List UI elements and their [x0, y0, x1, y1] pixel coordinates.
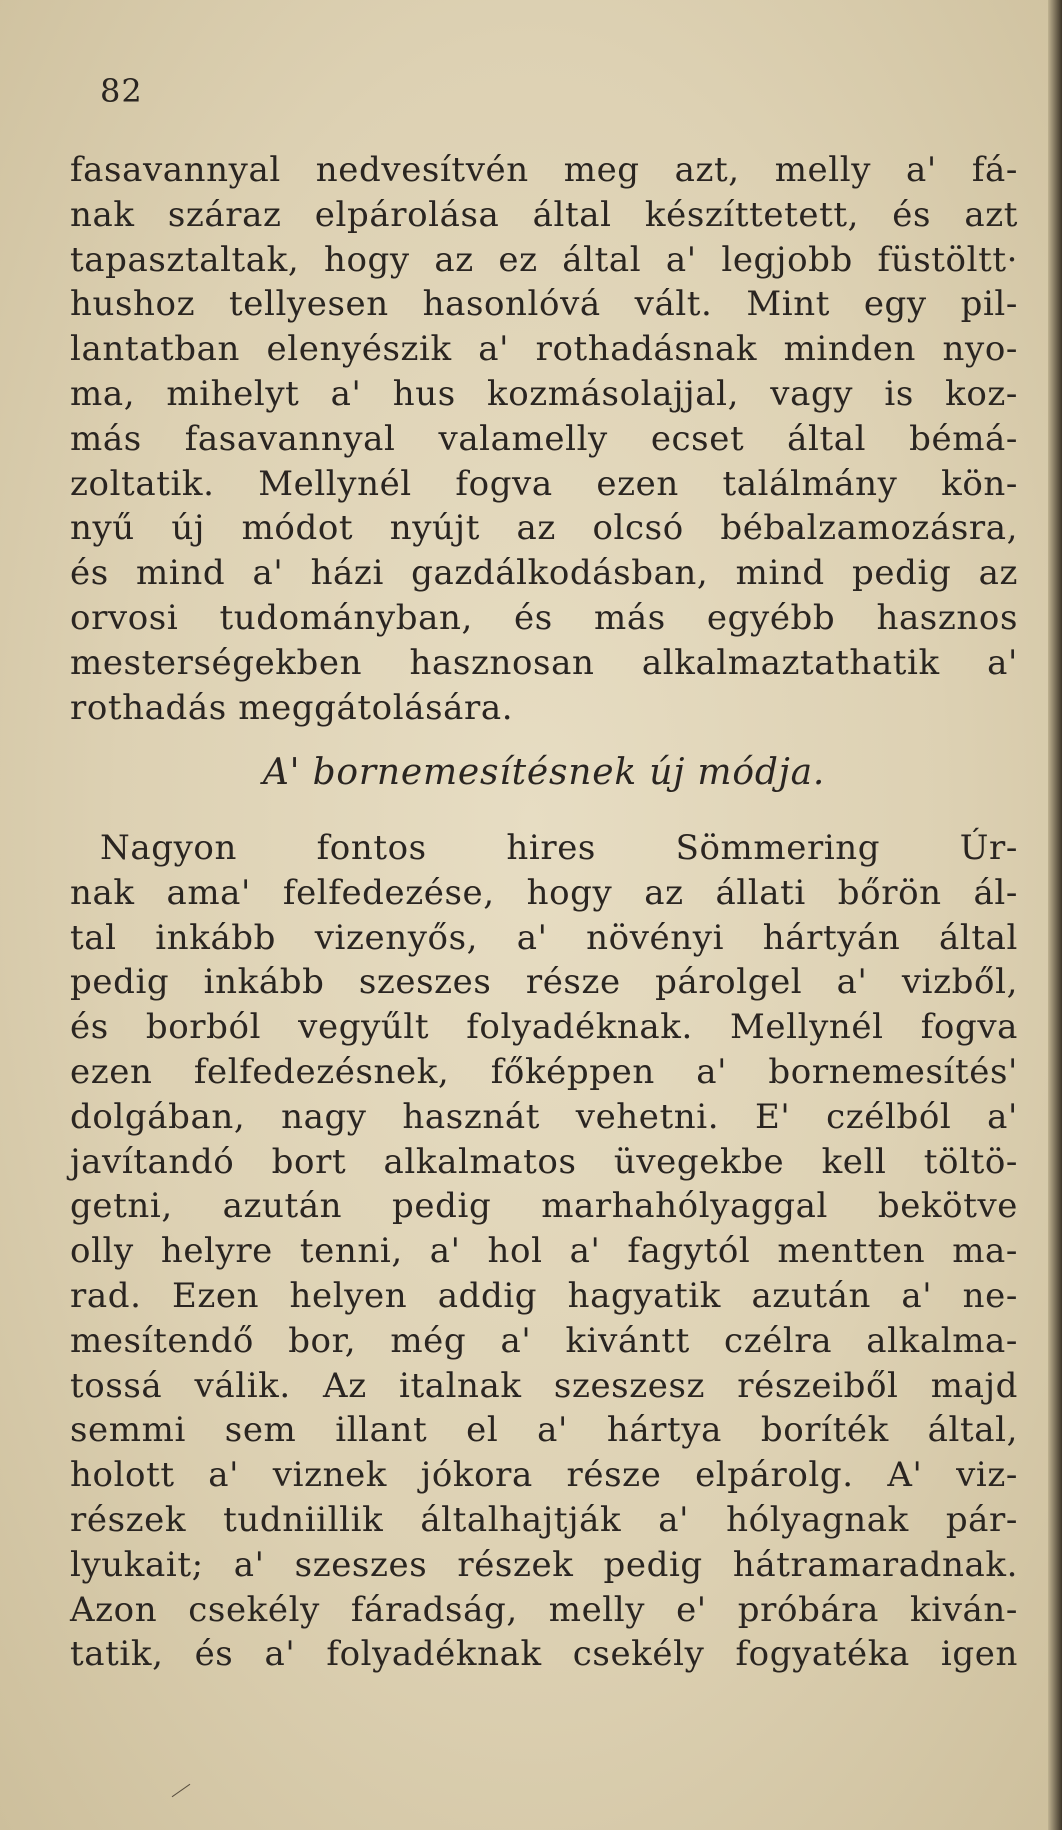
section-heading: A' bornemesítésnek új módja.: [262, 752, 826, 793]
text-line: javítandó bort alkalmatos üvegekbe kell töltö-: [70, 1141, 1018, 1182]
text-line: dolgában, nagy hasznát vehetni. E' czélból a': [70, 1096, 1018, 1137]
text-line: pedig inkább szeszes része párolgel a' vizből,: [70, 962, 1018, 1003]
text-line: orvosi tudományban, és más egyébb hasznos: [70, 597, 1018, 638]
text-line: tapasztaltak, hogy az ez által a' legjobb füstöltt·: [70, 239, 1018, 280]
text-line: getni, azután pedig marhahólyaggal bekötve: [70, 1186, 1018, 1227]
text-line: tossá válik. Az italnak szeszesz részeiből majd: [70, 1365, 1018, 1406]
text-line: mesterségekben hasznosan alkalmaztathatik a': [70, 642, 1018, 683]
stray-ink-mark: [172, 1784, 191, 1797]
page-edge-shadow: [1048, 0, 1062, 1830]
text-line: rothadás meggátolására.: [70, 687, 514, 728]
text-line: nak ama' felfedezése, hogy az állati bőrön ál-: [70, 872, 1018, 913]
text-line: Azon csekély fáradság, melly e' próbára kiván-: [70, 1589, 1018, 1630]
text-line: zoltatik. Mellynél fogva ezen találmány kön-: [70, 463, 1018, 504]
text-line: tatik, és a' folyadéknak csekély fogyatéka igen: [70, 1634, 1018, 1675]
text-line: lyukait; a' szeszes részek pedig hátramaradnak.: [70, 1544, 1018, 1585]
text-line: ma, mihelyt a' hus kozmásolajjal, vagy is koz-: [70, 373, 1018, 414]
text-line: részek tudniillik általhajtják a' hólyagnak pár-: [70, 1499, 1018, 1540]
page-number: 82: [100, 72, 143, 110]
text-line: lantatban elenyészik a' rothadásnak minden nyo-: [70, 329, 1018, 370]
text-line: nak száraz elpárolása által készíttetett, és azt: [70, 194, 1018, 235]
text-line: ezen felfedezésnek, főképpen a' bornemesítés': [70, 1051, 1018, 1092]
text-line: Nagyon fontos hires Sömmering Úr-: [100, 828, 1018, 868]
text-line: holott a' viznek jókora része elpárolg. A' viz-: [70, 1455, 1018, 1496]
text-line: más fasavannyal valamelly ecset által bémá-: [70, 418, 1018, 459]
text-line: hushoz tellyesen hasonlóvá vált. Mint egy pil-: [70, 284, 1018, 325]
text-line: fasavannyal nedvesítvén meg azt, melly a' fá-: [70, 150, 1018, 190]
text-line: és borból vegyűlt folyadéknak. Mellynél fogva: [70, 1007, 1018, 1048]
paragraph-bornemesites: [70, 826, 1018, 1677]
text-line: olly helyre tenni, a' hol a' fagytól mentten ma-: [70, 1231, 1018, 1272]
text-line: és mind a' házi gazdálkodásban, mind pedig az: [70, 553, 1018, 594]
text-line: tal inkább vizenyős, a' növényi hártyán által: [70, 917, 1018, 958]
text-line: rad. Ezen helyen addig hagyatik azután a' ne-: [70, 1275, 1018, 1316]
paragraph-rothadas: [70, 148, 1018, 730]
text-line: mesítendő bor, még a' kivántt czélra alkalma-: [70, 1320, 1018, 1361]
text-line: nyű új módot nyújt az olcsó bébalzamozásra,: [70, 508, 1018, 549]
text-line: semmi sem illant el a' hártya boríték által,: [70, 1410, 1018, 1451]
